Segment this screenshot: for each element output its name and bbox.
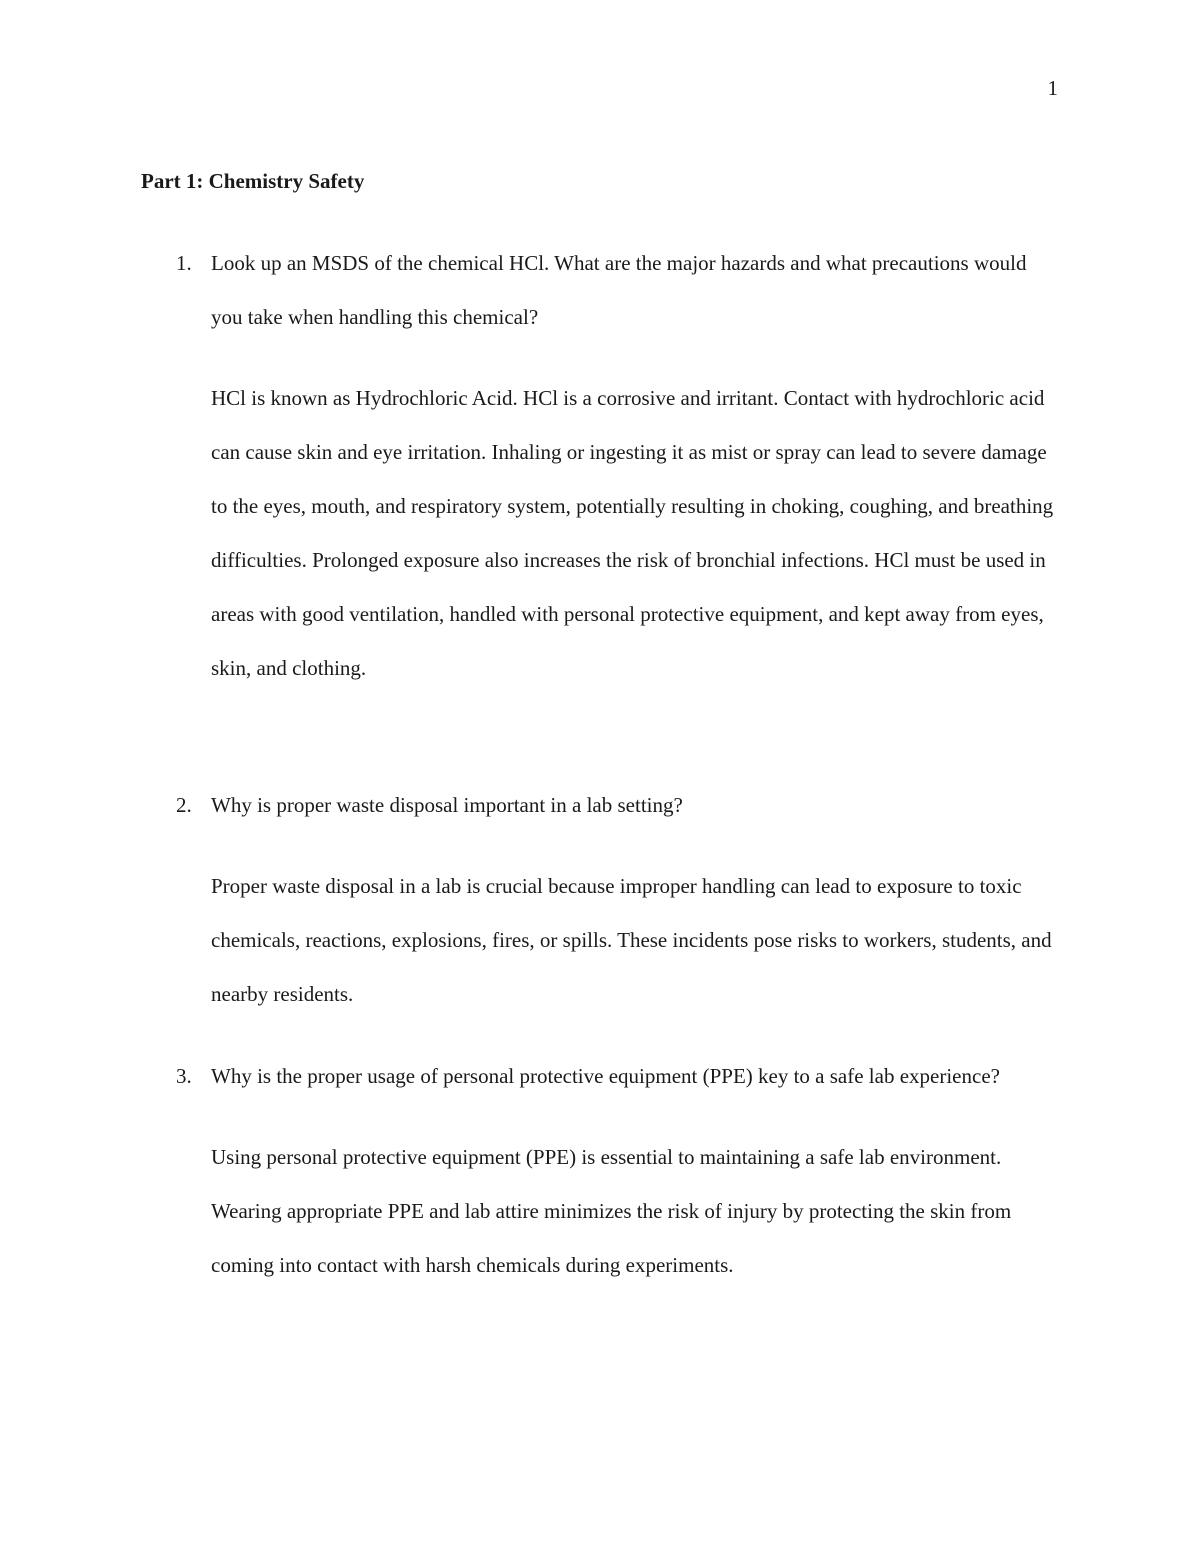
question-number-2: 2. bbox=[176, 793, 192, 817]
question-number-1: 1. bbox=[176, 251, 192, 275]
question-block-3 bbox=[141, 1049, 1061, 1292]
question-block-1 bbox=[141, 236, 1061, 695]
question-block-2 bbox=[141, 778, 1061, 1021]
question-1 bbox=[141, 236, 1061, 344]
question-3 bbox=[141, 1049, 1061, 1103]
question-2 bbox=[141, 778, 1061, 832]
question-text-2: Why is proper waste disposal important in a lab setting? bbox=[211, 793, 683, 817]
answer-3: Using personal protective equipment (PPE) is essential to maintaining a safe lab environment. Wearing appropriate PPE and lab attire minimizes the risk of injury by protecting the skin from coming into contact with harsh chemicals during experiments. bbox=[211, 1145, 1012, 1277]
question-number-3: 3. bbox=[176, 1064, 192, 1088]
page-number: 1 bbox=[1047, 76, 1058, 100]
question-text-3: Why is the proper usage of personal protective equipment (PPE) key to a safe lab experience? bbox=[211, 1064, 1000, 1088]
answer-2: Proper waste disposal in a lab is crucial because improper handling can lead to exposure to toxic chemicals, reactions, explosions, fires, or spills. These incidents pose risks to workers, students, and nearby residents. bbox=[211, 874, 1052, 1006]
section-title: Part 1: Chemistry Safety bbox=[141, 169, 365, 193]
question-text-1: Look up an MSDS of the chemical HCl. What are the major hazards and what precautions would you take when handling this chemical? bbox=[211, 251, 1027, 329]
answer-1: HCl is known as Hydrochloric Acid. HCl is a corrosive and irritant. Contact with hydrochloric acid can cause skin and eye irritation. Inhaling or ingesting it as mist or spray can lead to severe damage to the eyes, mouth, and respiratory system, potentially resulting in choking, coughing, and breathing difficulties. Prolonged exposure also increases the risk of bronchial infections. HCl must be used in areas with good ventilation, handled with personal protective equipment, and kept away from eyes, skin, and clothing. bbox=[211, 386, 1054, 680]
